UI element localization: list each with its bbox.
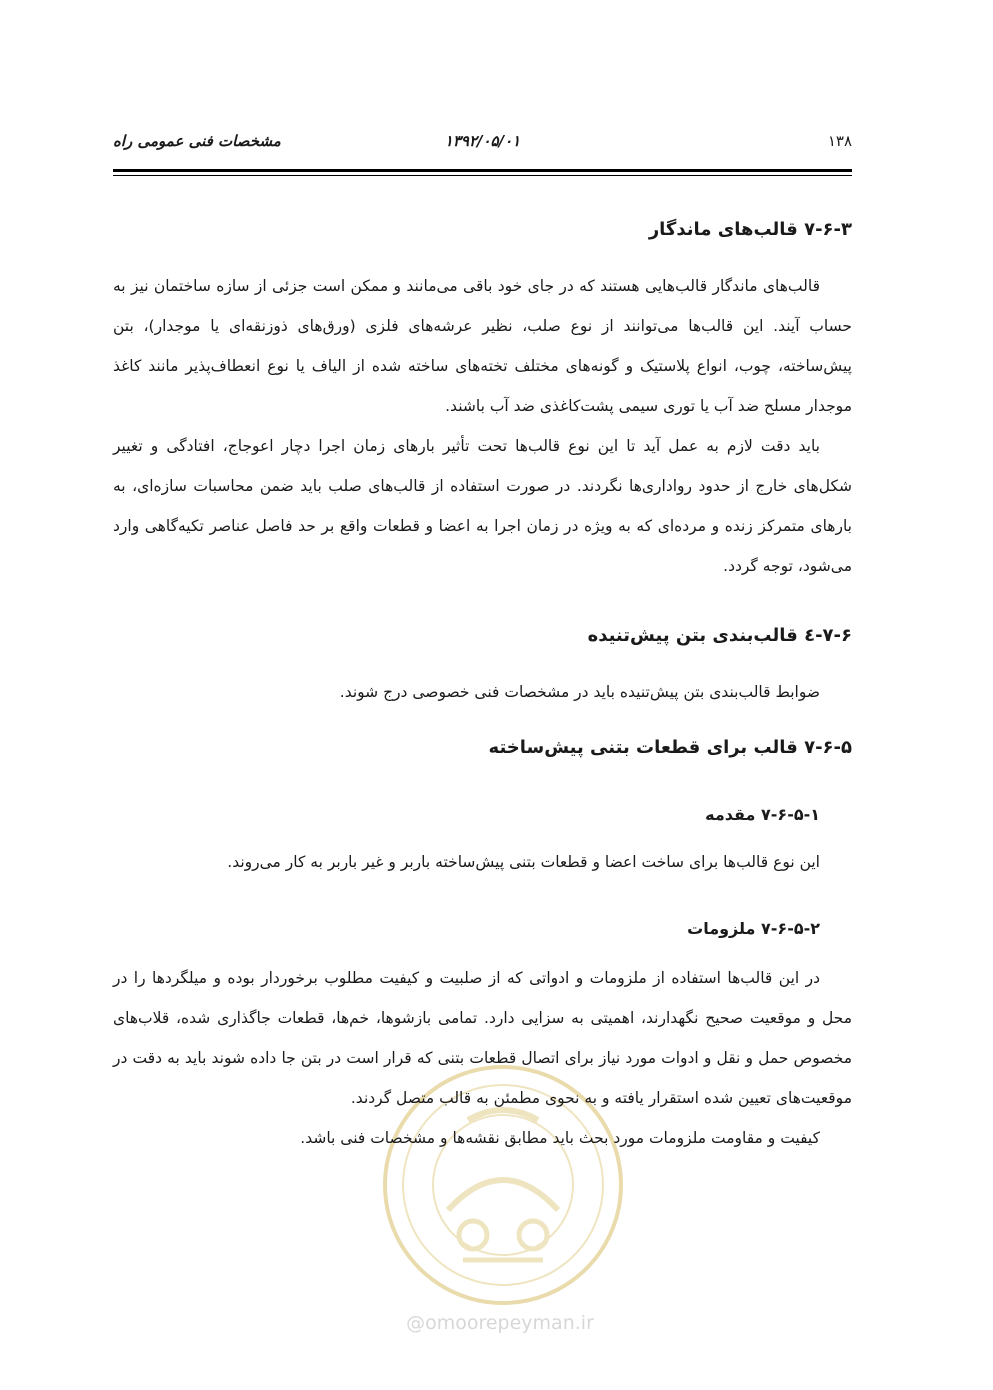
- section-heading-permanent-forms: ۷-۶-۳ قالب‌های ماندگار: [648, 219, 852, 240]
- subsection-heading-accessories: ۷-۶-۵-۲ ملزومات: [687, 919, 820, 938]
- page-header: [113, 126, 852, 162]
- section-heading-precast-forms: ۷-۶-۵ قالب برای قطعات بتنی پیش‌ساخته: [488, 737, 852, 758]
- header-date: ۱۳۹۲/۰۵/۰۱: [444, 132, 521, 150]
- header-rule-thin: [113, 175, 852, 176]
- page-number: ۱۳۸: [827, 132, 852, 150]
- subsection-heading-introduction: ۷-۶-۵-۱ مقدمه: [705, 805, 820, 824]
- paragraph-permanent-forms-definition: قالب‌های ماندگار قالب‌هایی هستند که در جای خود باقی می‌مانند و ممکن است جزئی از سازه ساختمان نیز به حساب آیند. این قالب‌ها می‌توانند از نوع صلب، نظیر عرشه‌های فلزی (ورق‌های ذوزنقه‌ای یا موجدار)، بتن پیش‌ساخته، چوب، انواع پلاستیک و گونه‌های مختلف تخته‌های ساخته شده از الیاف یا نوع انعطاف‌پذیر مانند کاغذ موجدار مسلح ضد آب یا توری سیمی پشت‌کاغذی ضد آب باشند.: [113, 277, 852, 415]
- header-document-title: مشخصات فنی عمومی راه: [113, 132, 281, 150]
- header-rule-thick: [113, 169, 852, 172]
- document-body: [113, 210, 852, 1158]
- paragraph-introduction: این نوع قالب‌ها برای ساخت اعضا و قطعات بتنی پیش‌ساخته باربر و غیر باربر به کار می‌روند.: [227, 853, 820, 871]
- watermark-text: @omoorepeyman.ir: [406, 1312, 594, 1334]
- paragraph-prestressed-formwork: ضوابط قالب‌بندی بتن پیش‌تنیده باید در مشخصات فنی خصوصی درج شوند.: [339, 683, 820, 701]
- paragraph-accessories-quality: کیفیت و مقاومت ملزومات مورد بحث باید مطابق نقشه‌ها و مشخصات فنی باشد.: [300, 1129, 820, 1147]
- paragraph-permanent-forms-care: باید دقت لازم به عمل آید تا این نوع قالب‌ها تحت تأثیر بارهای زمان اجرا دچار اعوجاج، افتادگی و تغییر شکل‌های خارج از حدود رواداری‌ها نگردند. در صورت استفاده از قالب‌های صلب باید ضمن محاسبات سازه‌ای، به بارهای متمرکز زنده و مرده‌ای که به ویژه در زمان اجرا به اعضا و قطعات واقع بر حد فاصل عناصر تکیه‌گاهی وارد می‌شود، توجه گردد.: [113, 437, 852, 575]
- paragraph-accessories: در این قالب‌ها استفاده از ملزومات و ادواتی که از صلبیت و کیفیت مطلوب برخوردار بوده و میلگردها را در محل و موقعیت صحیح نگهدارند، اهمیتی به سزایی دارد. تمامی بازشوها، خم‌ها، قطعات جاگذاری شده، قلاب‌های مخصوص حمل و نقل و ادوات مورد نیاز برای اتصال قطعات بتنی که قرار است در بتن جا داده شوند باید به دقت در موقعیت‌های تعیین شده استقرار یافته و به نحوی مطمئن به قالب متصل گردند.: [113, 969, 852, 1107]
- section-heading-prestressed-formwork: ۷-۶-٤ قالب‌بندی بتن پیش‌تنیده: [587, 625, 852, 646]
